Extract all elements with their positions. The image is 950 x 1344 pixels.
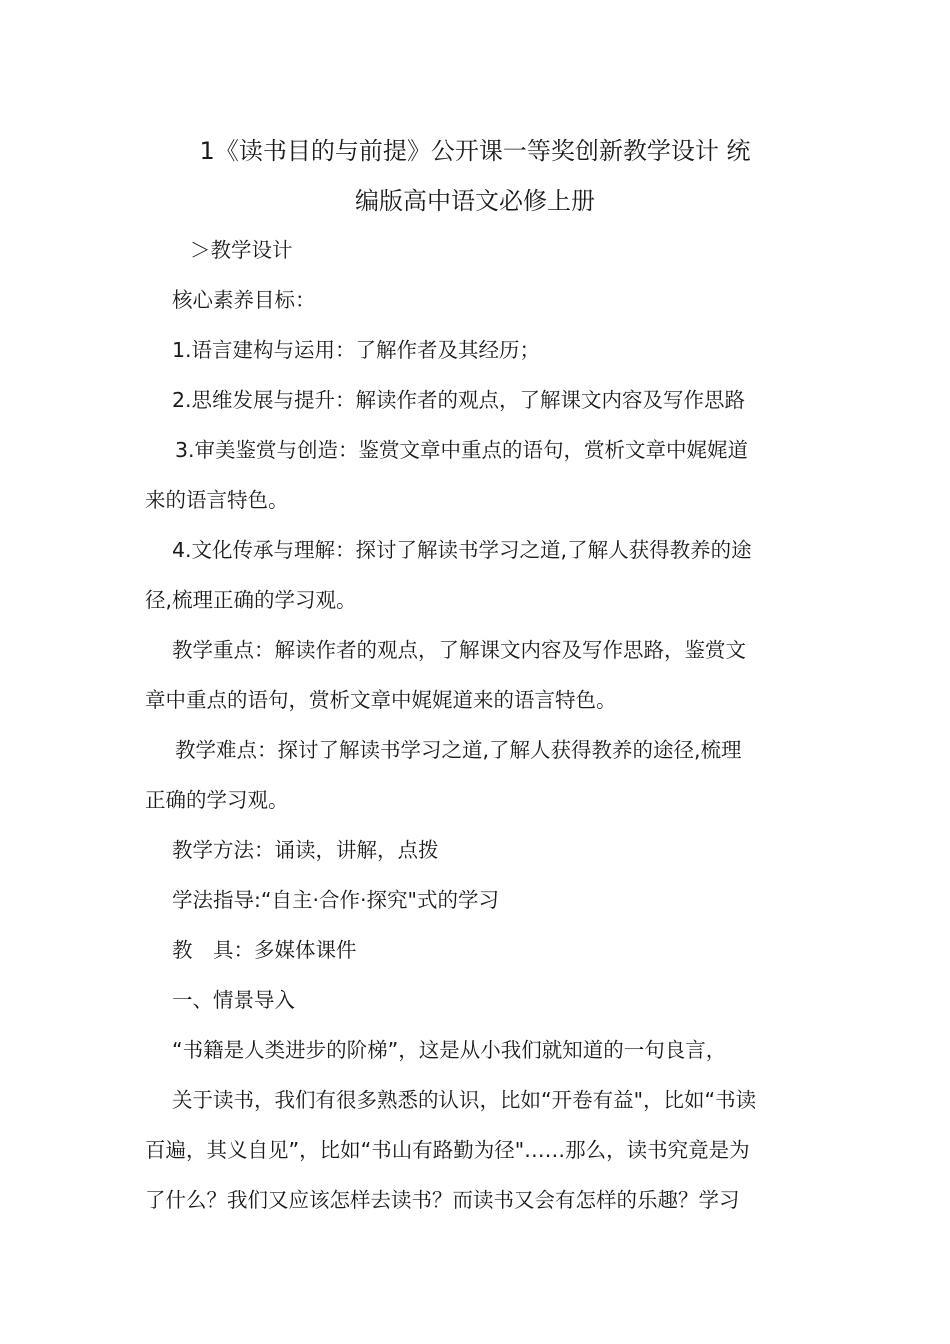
paragraph-intro-quote: “书籍是人类进步的阶梯”，这是从小我们就知道的一句良言， [172, 1038, 727, 1062]
section-heading-teaching-design: ＞教学设计 [190, 238, 293, 262]
paragraph-intro-reading-cont-2: 了什么？我们又应该怎样去读书？而读书又会有怎样的乐趣？学习 [145, 1188, 740, 1212]
paragraph-difficulties-cont: 正确的学习观。 [145, 788, 289, 812]
paragraph-difficulties: 教学难点：探讨了解读书学习之道,了解人获得教养的途径,梳理 [175, 738, 742, 762]
paragraph-goal-1: 1.语言建构与运用：了解作者及其经历； [172, 338, 541, 362]
document-title-line-1: 1《读书目的与前提》公开课一等奖创新教学设计 统 [199, 137, 751, 165]
paragraph-intro-reading-cont-1: 百遍，其义自见”，比如“书山有路勤为径"……那么，读书究竟是为 [145, 1138, 750, 1162]
paragraph-goal-4: 4.文化传承与理解：探讨了解读书学习之道,了解人获得教养的途 [172, 538, 752, 562]
paragraph-key-points-cont: 章中重点的语句，赏析文章中娓娓道来的语言特色。 [145, 688, 617, 712]
paragraph-learning-guidance: 学法指导:“自主·合作·探究"式的学习 [172, 888, 499, 912]
paragraph-goal-2: 2.思维发展与提升：解读作者的观点，了解课文内容及写作思路 [172, 388, 746, 412]
section-heading-scenario-intro: 一、情景导入 [172, 988, 295, 1012]
paragraph-goal-3: 3.审美鉴赏与创造：鉴赏文章中重点的语句，赏析文章中娓娓道 [175, 438, 749, 462]
paragraph-goal-4-cont: 径,梳理正确的学习观。 [145, 588, 357, 612]
paragraph-teaching-tools: 教 具：多媒体课件 [172, 938, 357, 962]
paragraph-key-points: 教学重点：解读作者的观点，了解课文内容及写作思路，鉴赏文 [172, 638, 746, 662]
document-title-line-2: 编版高中语文必修上册 [355, 187, 595, 215]
paragraph-goal-3-cont: 来的语言特色。 [145, 488, 289, 512]
paragraph-intro-reading: 关于读书，我们有很多熟悉的认识，比如“开卷有益"，比如“书读 [172, 1088, 757, 1112]
paragraph-core-goals-heading: 核心素养目标： [172, 288, 316, 312]
paragraph-teaching-methods: 教学方法：诵读，讲解，点拨 [172, 838, 439, 862]
